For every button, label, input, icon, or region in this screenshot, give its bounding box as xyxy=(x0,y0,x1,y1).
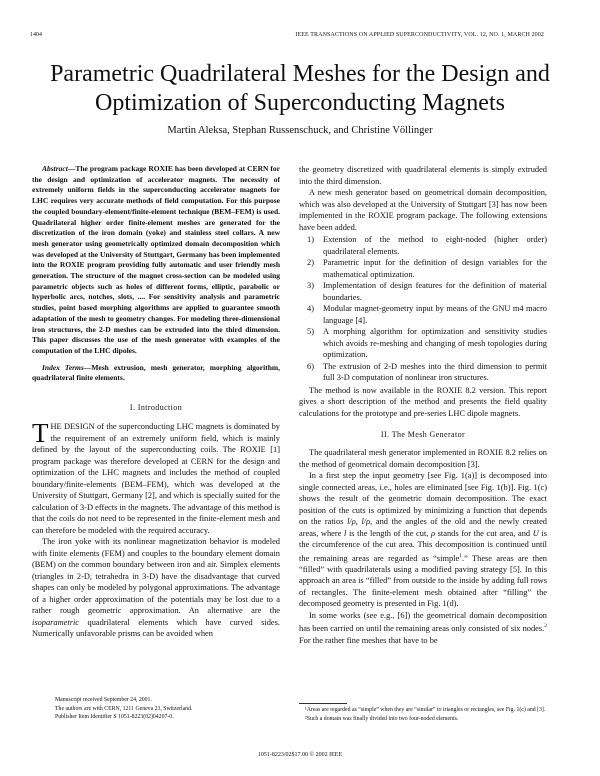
s2p3-text-a: In some works (see e.g., [6]) the geometrical domain decomposition has been carried on until the remaining areas only consisted of six nodes. xyxy=(299,610,547,634)
section-1-heading: I. Introduction xyxy=(129,403,183,413)
list-text: A morphing algorithm for optimization and sensitivity studies which avoids re-meshing and changing of mesh topologies during optimization. xyxy=(323,327,547,359)
s2p2-text-c: is the length of the cut, xyxy=(346,528,432,538)
s2p2-text-d: stands for the cut area, and xyxy=(435,528,533,538)
index-terms xyxy=(32,363,280,384)
italic-term: isoparametric xyxy=(32,617,79,627)
list-number: 1) xyxy=(307,235,314,244)
title-line-1: Parametric Quadrilateral Meshes for the Design and xyxy=(50,61,550,87)
text-footnotes xyxy=(299,706,549,723)
list-number: 3) xyxy=(307,281,314,290)
s2p2-text-a: In a first step the input geometry [see Fig. 1(a)] is decomposed into single connected areas, i.e., holes are eliminated [see Fig. 1(b)]. Fig. 1(c) shows the result of the geometric domain decomposition. The exact position of the cuts is optimized by minimizing a function that depends on the ratios xyxy=(299,471,547,526)
variable-rho: ρ xyxy=(431,528,436,538)
right-column xyxy=(299,164,547,646)
list-text: Modular magnet-geometry input by means of the GNU m4 macro language [4]. xyxy=(323,304,547,325)
manuscript-footnotes xyxy=(49,696,289,722)
variable-u: U xyxy=(532,528,539,538)
list-text: Parametric input for the definition of design variables for the mathematical optimization. xyxy=(323,258,547,279)
abstract-label: Abstract— xyxy=(42,164,76,173)
list-text: Extension of the method to eight-noded (higher order) quadrilateral elements. xyxy=(323,235,547,256)
intro-paragraph-1-text: HE DESIGN of the superconducting LHC magnets is dominated by the requirement of an extremely uniform field, which is mainly defined by the layout of the superconducting coils. The ROXIE [1] program package was therefore developed at CERN for the design and optimization of the LHC magnets and includes the method of coupled boundary/finite-elements (BEM–FEM), which was developed at the University of Stuttgart, Germany [2], and which is specially suited for the calculation of 3-D effects in the magnets. The advantage of this method is that the coils do not need to be represented in the finite-element mesh and can therefore be modeled with the required accuracy. xyxy=(32,422,280,535)
list-text: The extrusion of 2-D meshes into the third dimension to permit full 3-D computation of nonlinear iron structures. xyxy=(323,361,547,382)
list-text: Implementation of design features for the definition of material boundaries. xyxy=(323,281,547,302)
section-2-paragraph-1: The quadrilateral mesh generator implemented in ROXIE 8.2 relies on the method of geometrical domain decomposition [3]. xyxy=(299,448,547,469)
authors: Martin Aleksa, Stephan Russenschuck, and Christine Völlinger xyxy=(167,125,433,136)
title-line-2: Optimization of Superconducting Magnets xyxy=(95,90,505,116)
list-item xyxy=(299,303,547,326)
list-item xyxy=(299,257,547,280)
intro-paragraph-2-text-b: quadrilateral elements which have curved sides. Numerically unfavorable prisms can be avoided when xyxy=(32,617,280,639)
list-item xyxy=(299,361,547,384)
journal-header: IEEE TRANSACTIONS ON APPLIED SUPERCONDUCTIVITY, VOL. 12, NO. 1, MARCH 2002 xyxy=(295,32,544,38)
footnote-1: ¹Areas are regarded as “simple” when they are “similar” to triangles or rectangles, see Fig. 1(c) and [3]. xyxy=(305,707,546,713)
section-2-heading: II. The Mesh Generator xyxy=(380,430,466,439)
intro-paragraph-1 xyxy=(32,418,280,536)
page-number: 1404 xyxy=(30,32,42,38)
list-number: 4) xyxy=(307,304,314,313)
abstract xyxy=(32,164,280,357)
list-item xyxy=(299,326,547,361)
s2p3-text-b: For the rather fine meshes that have to be xyxy=(299,635,438,645)
availability-paragraph: The method is now available in the ROXIE 8.2 version. This report gives a short description of the method and presents the field quality calculations for the prototype and pre-series LHC dipole magnets. xyxy=(299,385,547,418)
section-2-paragraph-3 xyxy=(299,610,547,646)
footnote-divider xyxy=(299,703,347,704)
drop-cap: T xyxy=(32,418,49,449)
abstract-text: The program package ROXIE has been developed at CERN for the design and optimization of accelerator magnets. The necessity of extremely uniform fields in the superconducting accelerator magnets for LHC requires very accurate methods of field computation. For this purpose the coupled boundary-element/finite-element technique (BEM–FEM) is used. Quadrilateral higher order finite-element meshes are generated for the discretization of the iron domain (yoke) and stainless steel collars. A new mesh generator using geometrically optimized domain decomposition which was developed at the University of Stuttgart, Germany has been implemented into the ROXIE program providing fully automatic and user friendly mesh generation. The structure of the magnet cross-section can be modeled using parametric objects such as holes of different forms, elliptic, parabolic or hyperbolic arcs, notches, slots, .... For sensitivity analysis and parametric studies, point based morphing algorithms are applied to guarantee smooth adaptation of the mesh to geometry changes. For modeling three-dimensional iron structures, the 2-D meshes can be extruded into the third dimension. This paper discusses the use of the mesh generator with examples of the computation of the LHC dipoles. xyxy=(32,164,280,355)
left-column xyxy=(32,164,280,640)
intro-paragraph-2 xyxy=(32,536,280,640)
ratios-formula: l/ρ, l/ρ xyxy=(347,517,371,526)
section-2-paragraph-2 xyxy=(299,470,547,610)
index-terms-label: Index Terms— xyxy=(42,362,92,372)
copyright-footer: 1051-8223/02$17.00 © 2002 IEEE xyxy=(257,752,343,758)
extensions-list xyxy=(299,234,547,384)
s2p2-text-e: is the circumference of the cut area. This decomposition is continued until the remaining areas are regarded as “simple xyxy=(299,528,547,563)
footnote-identifier: Publisher Item Identifier S 1051-8223(02)04207-0. xyxy=(55,714,174,721)
intro-paragraph-2-text-a: The iron yoke with its nonlinear magnetization behavior is modeled with finite elements (FEM) and couples to the boundary element domain (BEM) on the common boundary between iron and air. Simplex elements (triangles in 2-D, tetrahedra in 3-D) have the disadvantage that curved shapes can only be modeled by polygonal approximations. The advantage of a higher order approximation of the potentials may be lost due to a rather rough geometric approximation. An alternative are the xyxy=(32,537,280,616)
paper-title xyxy=(0,60,600,118)
variable-l: l xyxy=(344,528,347,538)
list-number: 2) xyxy=(307,258,314,267)
index-terms-text: Mesh extrusion, mesh generator, morphing algorithm, quadrilateral finite elements. xyxy=(32,362,281,383)
list-item xyxy=(299,280,547,303)
continued-paragraph: the geometry discretized with quadrilateral elements is simply extruded into the third dimension. xyxy=(299,165,547,186)
s2p2-text-f: .” These areas are then “filled” with quadrilaterals using a modified paving strategy [5]. In this approach an area is “filled” from outside to the inside by adding full rows of rectangles. The finite-element mesh obtained after “filling” the decomposed geometry is presented in Fig. 1(d). xyxy=(299,553,547,609)
list-number: 6) xyxy=(307,361,314,371)
footnote-mark-2[interactable]: 2 xyxy=(544,623,547,630)
list-number: 5) xyxy=(307,327,314,336)
footnote-affiliation: The authors are with CERN, 1211 Geneva 23, Switzerland. xyxy=(55,705,193,712)
mesh-generator-paragraph: A new mesh generator based on geometrical domain decomposition, which was also developed at the University of Stuttgart [3] has now been implemented in the ROXIE program package. The following extensions have been added. xyxy=(299,188,547,232)
footnote-2: ²Such a domain was finally divided into two four-noded elements. xyxy=(305,715,459,722)
s2p2-text-b: , and the angles of the old and the newly created areas, where xyxy=(299,517,547,538)
list-item xyxy=(299,234,547,257)
footnote-received: Manuscript received September 24, 2001. xyxy=(55,697,152,703)
footnote-mark-1[interactable]: 1 xyxy=(459,552,462,559)
